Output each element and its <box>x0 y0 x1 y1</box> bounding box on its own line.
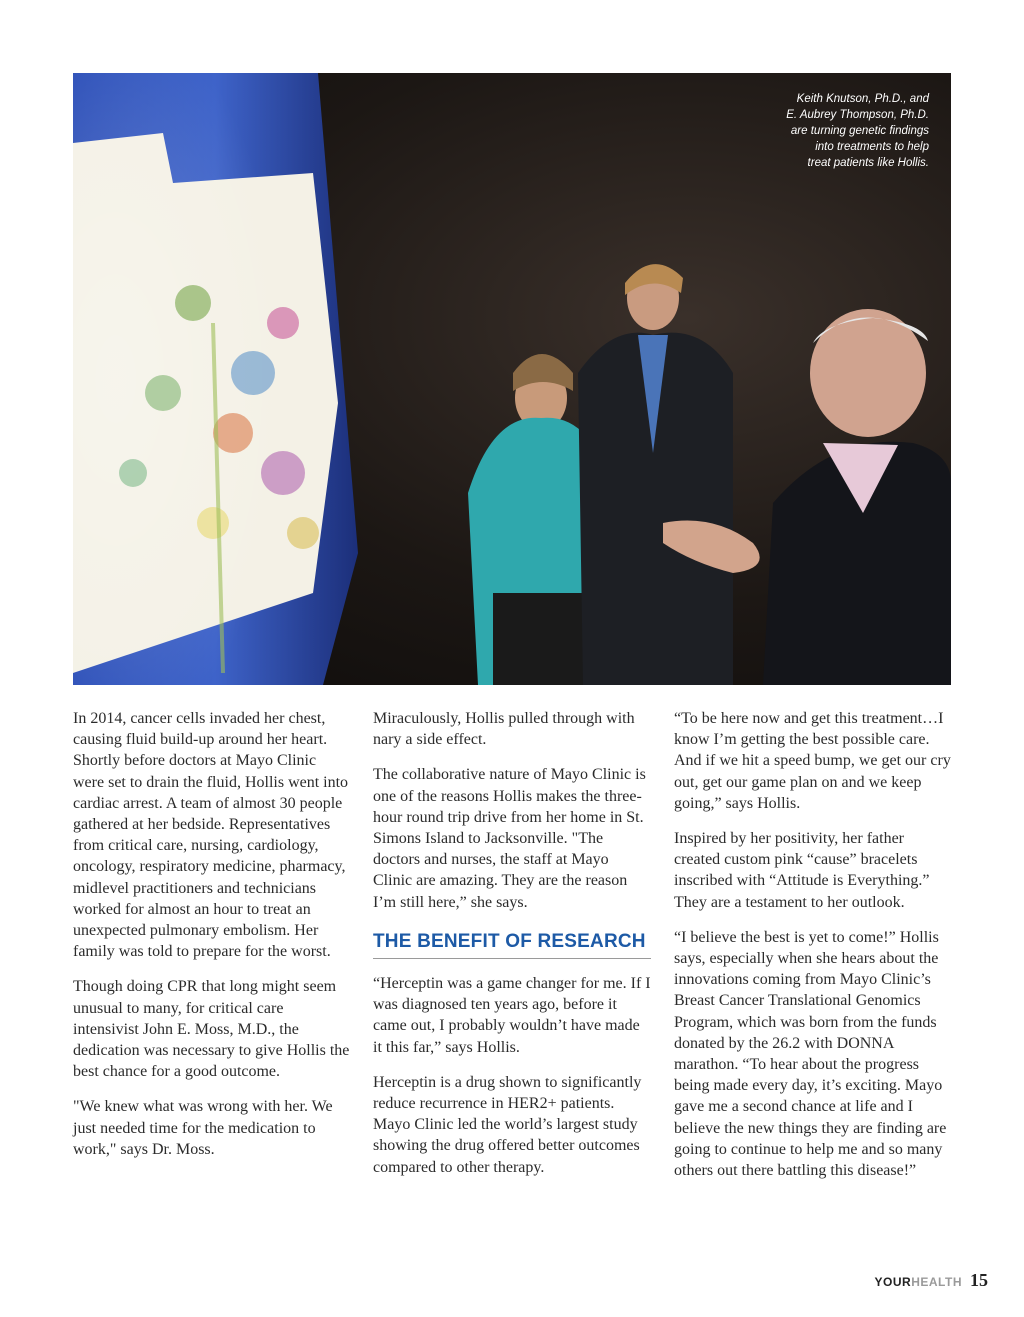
section-heading: THE BENEFIT OF RESEARCH <box>373 931 651 959</box>
article-column-2 <box>373 708 651 1192</box>
paragraph: "We knew what was wrong with her. We just needed time for the medication to work," says Dr. Moss. <box>73 1098 333 1158</box>
paragraph: Herceptin is a drug shown to significantly reduce recurrence in HER2+ patients. Mayo Clinic led the world’s largest study showing the drug offered better outcomes compared to other therapy. <box>373 1073 642 1176</box>
paragraph: “Herceptin was a game changer for me. If I was diagnosed ten years ago, before it came out, I probably wouldn’t have made it this far,” says Hollis. <box>373 975 651 1056</box>
paragraph: In 2014, cancer cells invaded her chest, causing fluid build-up around her heart. Shortly before doctors at Mayo Clinic were set to drain the fluid, Hollis went into cardiac arrest. A team of almost 30 people gathered at her bedside. Representatives from critical care, nursing, cardiology, oncology, respiratory medicine, pharmacy, midlevel practitioners and technicians worked for almost an hour to treat an unexpected pulmonary embolism. Her family was told to prepare for the worst. <box>73 710 349 961</box>
brand-your: YOUR <box>874 1275 912 1289</box>
article-column-3 <box>674 708 952 1195</box>
paragraph: The collaborative nature of Mayo Clinic is one of the reasons Hollis makes the three-hour round trip drive from her home in St. Simons Island to Jacksonville. "The doctors and nurses, the staff at Mayo Clinic are amazing. They are the reason I’m still here,” she says. <box>373 766 646 911</box>
article-column-1 <box>73 708 351 1174</box>
page-number: 15 <box>970 1270 988 1290</box>
paragraph: Inspired by her positivity, her father created custom pink “cause” bracelets inscribed with “Attitude is Everything.” They are a testament to her outlook. <box>674 830 930 911</box>
photo-caption: Keith Knutson, Ph.D., and E. Aubrey Thompson, Ph.D. are turning genetic findings into treatments to help treat patients like Hollis. <box>786 93 929 169</box>
feature-photo <box>73 73 951 685</box>
brand-health: HEALTH <box>911 1275 962 1289</box>
paragraph: “I believe the best is yet to come!” Hollis says, especially when she hears about the innovations coming from Mayo Clinic’s Breast Cancer Translational Genomics Program, which was born from the funds donated by the 26.2 with DONNA marathon. “To hear about the progress being made every day, it’s exciting. Mayo gave me a second chance at life and I believe the new things they are finding are going to continue to help me and so many others out there battling this disease!” <box>674 928 947 1180</box>
paragraph: Miraculously, Hollis pulled through with nary a side effect. <box>373 710 635 749</box>
page-footer <box>875 1270 988 1291</box>
paragraph: “To be here now and get this treatment…I know I’m getting the best possible care. And if we hit a speed bump, we get our cry out, get our game plan on and we keep going,” says Hollis. <box>674 710 951 812</box>
paragraph: Though doing CPR that long might seem unusual to many, for critical care intensivist John E. Moss, M.D., the dedication was necessary to give Hollis the best chance for a good outcome. <box>73 978 350 1081</box>
